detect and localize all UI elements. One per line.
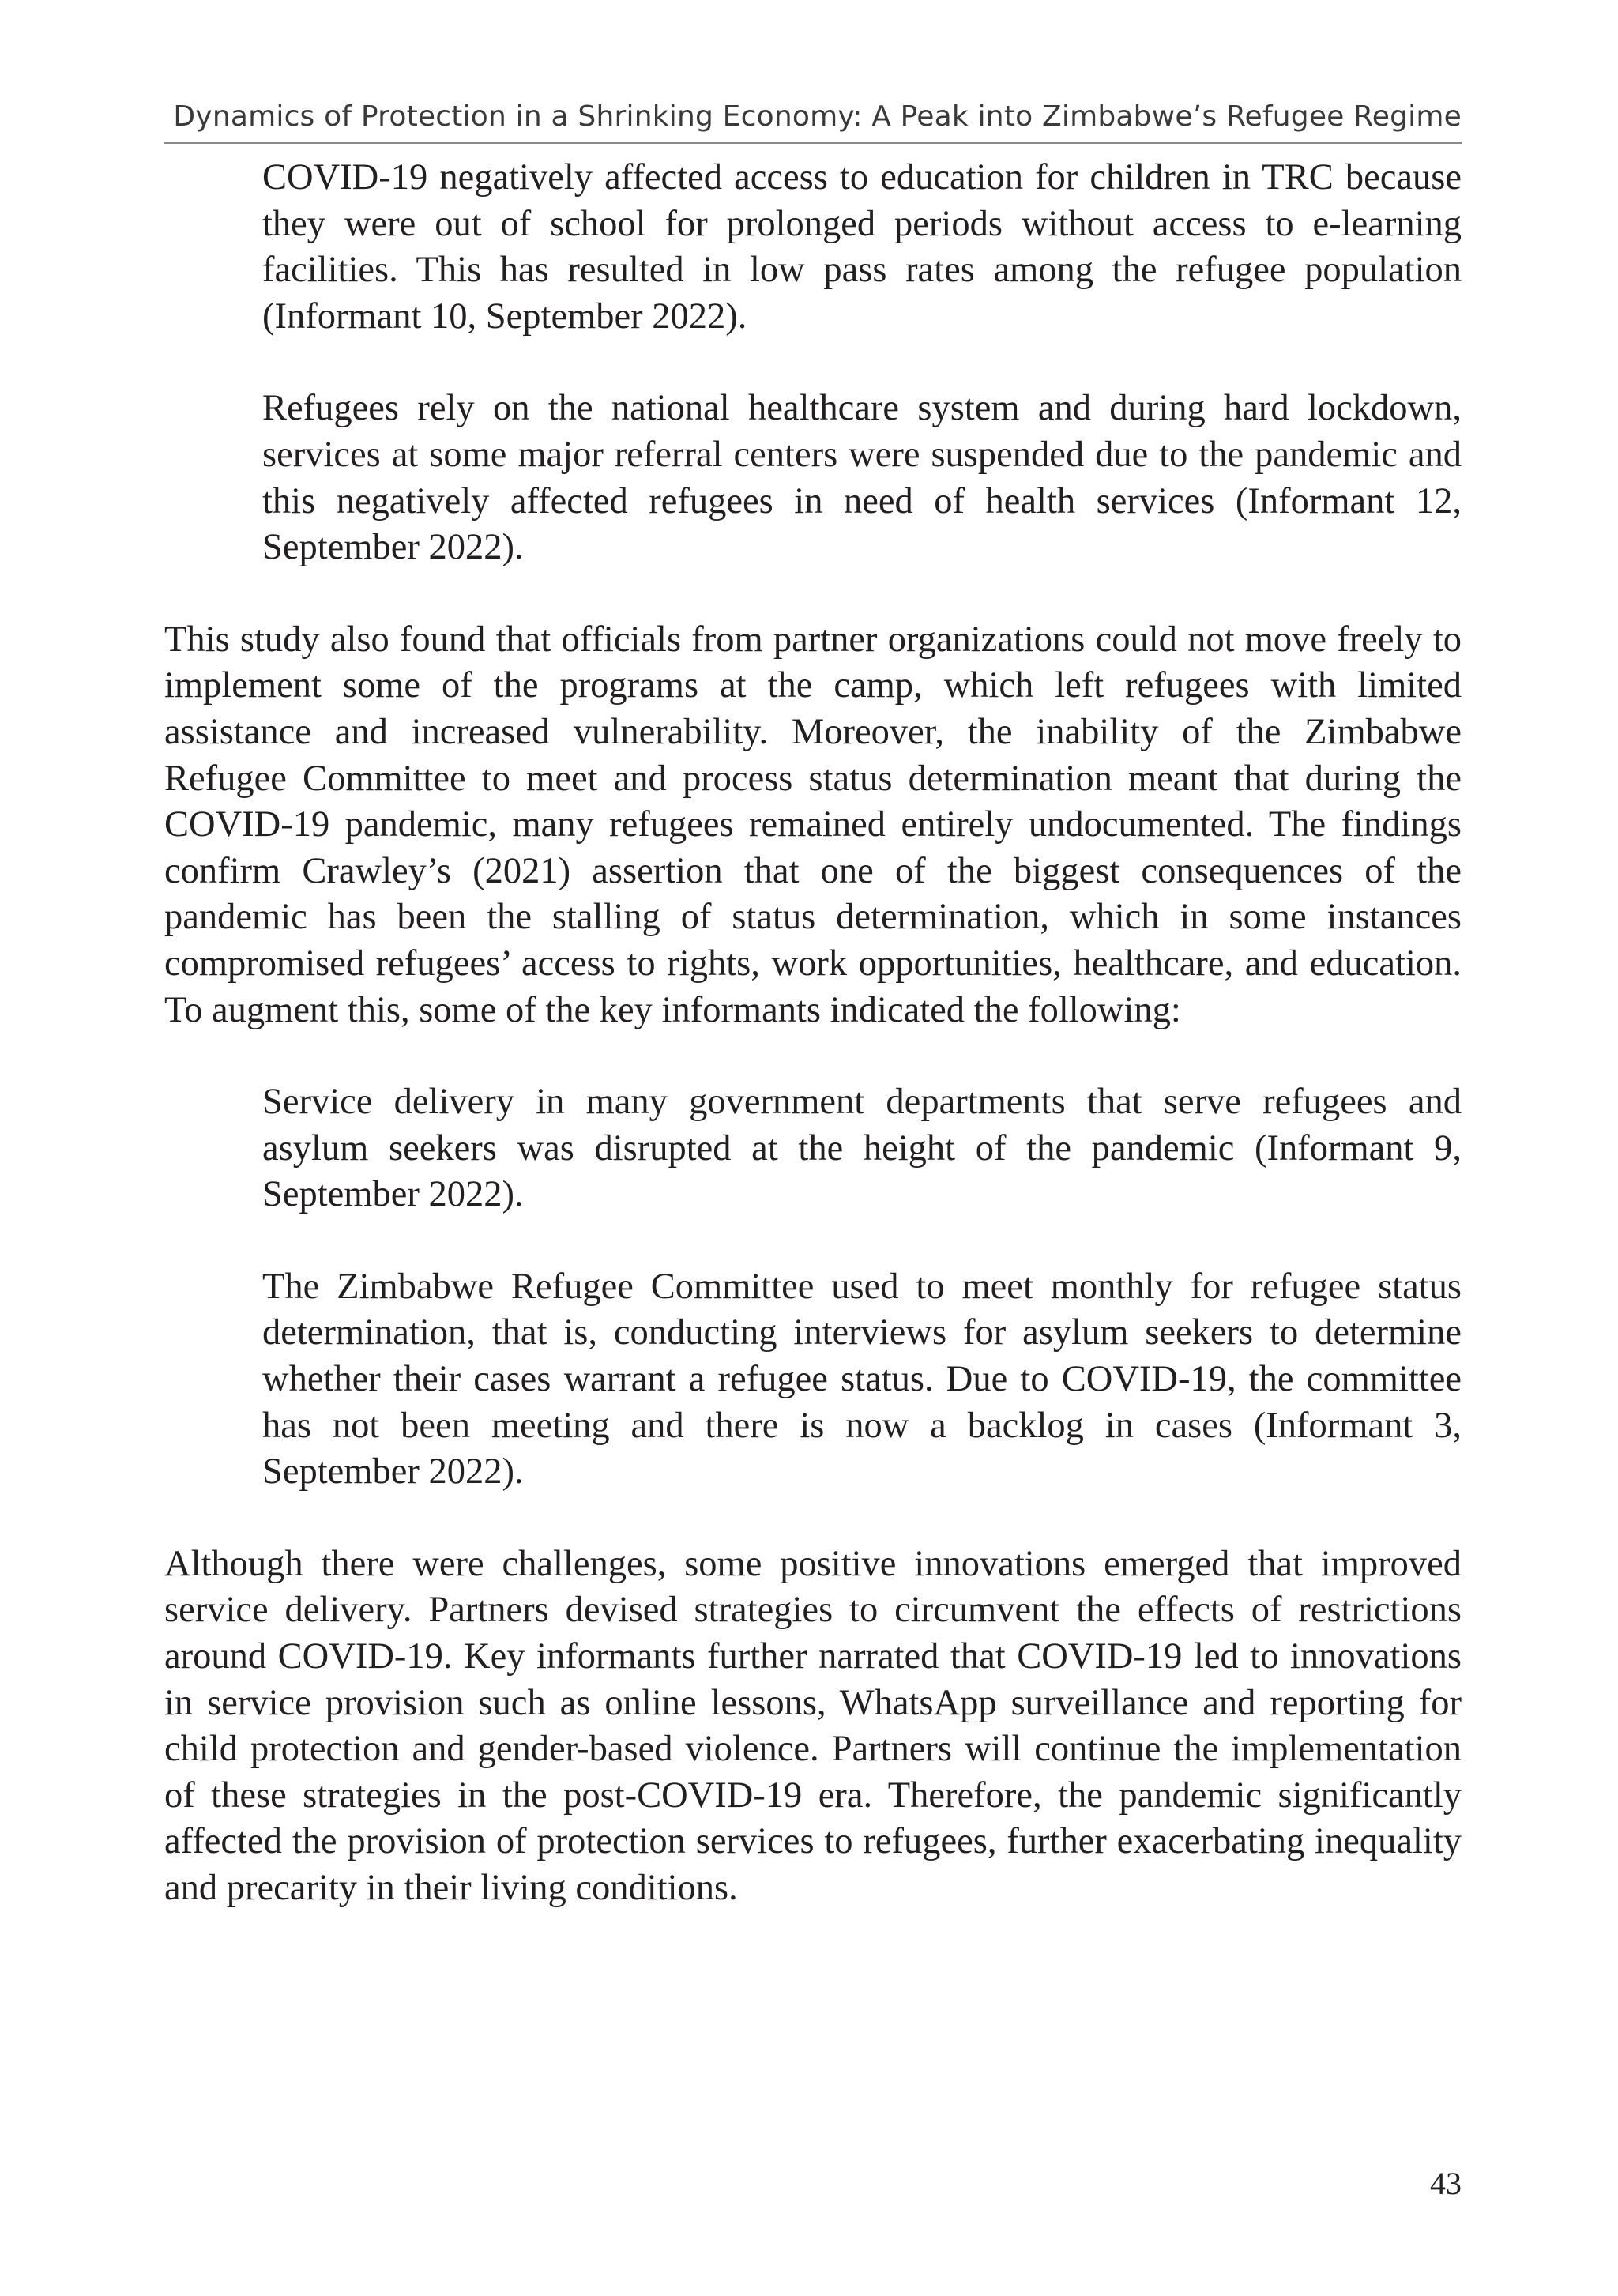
page-body <box>164 155 1462 1958</box>
block-quote-healthcare: Refugees rely on the national healthcare system and during hard lockdown, services at some major referral centers were suspended due to the pandemic and this negatively affected refugees in need of health services (Informant 12, September 2022). <box>262 388 1462 568</box>
block-quote-education: COVID-19 negatively affected access to education for children in TRC because they were out of school for prolonged periods without access to e-learning facilities. This has resulted in low pass rates among the refugee population (Informant 10, September 2022). <box>262 157 1462 337</box>
block-quote-refugee-committee: The Zimbabwe Refugee Committee used to meet monthly for refugee status determination, that is, conducting interviews for asylum seekers to determine whether their cases warrant a refugee status. Due to COVID-19, the committee has not been meeting and there is now a backlog in cases (Informant 3, September 2022). <box>262 1266 1462 1492</box>
running-title: Dynamics of Protection in a Shrinking Economy: A Peak into Zimbabwe’s Refugee Regime <box>173 100 1462 133</box>
body-paragraph-innovations: Although there were challenges, some positive innovations emerged that improved service delivery. Partners devised strategies to circumvent the effects of restrictions around COVID-19. Key informants further narrated that COVID-19 led to innovations in service provision such as online lessons, WhatsApp surveillance and reporting for child protection and gender-based violence. Partners will continue the implementation of these strategies in the post-COVID-19 era. Therefore, the pandemic significantly affected the provision of protection services to refugees, further exacerbating inequality and precarity in their living conditions. <box>164 1543 1462 1908</box>
body-paragraph-findings: This study also found that officials from partner organizations could not move freely to implement some of the programs at the camp, which left refugees with limited assistance and increased vulnerability. Moreover, the inability of the Zimbabwe Refugee Committee to meet and process status determination meant that during the COVID-19 pandemic, many refugees remained entirely undocumented. The findings confirm Crawley’s (2021) assertion that one of the biggest consequences of the pandemic has been the stalling of status determination, which in some instances compromised refugees’ access to rights, work opportunities, healthcare, and education. To augment this, some of the key informants indicated the following: <box>164 619 1462 1030</box>
block-quote-service-delivery: Service delivery in many government departments that serve refugees and asylum seekers was disrupted at the height of the pandemic (Informant 9, September 2022). <box>262 1082 1462 1215</box>
running-header <box>164 96 1462 144</box>
page-number: 43 <box>1430 2166 1462 2201</box>
